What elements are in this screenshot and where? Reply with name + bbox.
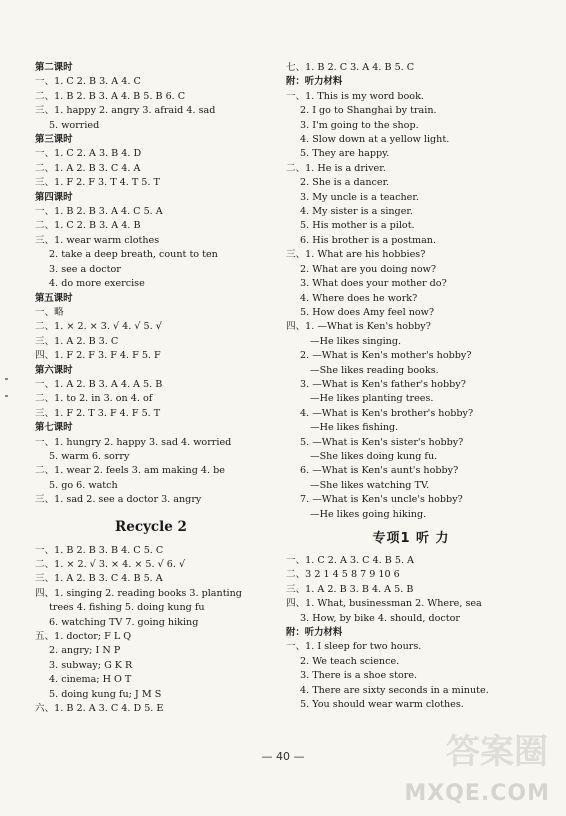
answer-line: 4. cinema; H O T	[49, 674, 132, 686]
answer-line: 2. —What is Ken's mother's hobby?	[300, 350, 472, 362]
section-title: 专项1 听 力	[372, 531, 450, 546]
answer-line: 4. Slow down at a yellow light.	[300, 134, 450, 146]
answer-line: 2. angry; I N P	[49, 645, 121, 657]
scan-mark	[5, 378, 8, 380]
answer-line: 4. Where does he work?	[300, 292, 418, 304]
answer-line: 二、1. to 2. in 3. on 4. of	[35, 393, 153, 405]
lesson-heading: 附：听力材料	[286, 627, 343, 639]
watermark	[380, 722, 560, 812]
answer-line: 5. —What is Ken's sister's hobby?	[300, 436, 464, 448]
lesson-heading: 附：听力材料	[286, 76, 343, 88]
answer-line: 5. worried	[49, 119, 100, 131]
answer-line: 三、1. What are his hobbies?	[286, 249, 426, 261]
lesson-heading: 第七课时	[35, 422, 73, 434]
answer-line: —She likes doing kung fu.	[310, 450, 438, 462]
answer-line: —He likes going hiking.	[310, 508, 427, 520]
answer-line: 二、1. B 2. B 3. A 4. B 5. B 6. C	[35, 90, 186, 102]
answer-line: 四、1. F 2. F 3. F 4. F 5. F	[35, 350, 161, 362]
answer-line: 五、1. doctor; F L Q	[35, 631, 132, 643]
answer-line: 4. do more exercise	[49, 278, 145, 290]
answer-line: 二、1. × 2. × 3. √ 4. √ 5. √	[35, 321, 162, 333]
answer-line: 4. —What is Ken's brother's hobby?	[300, 407, 474, 419]
answer-line: 三、1. F 2. T 3. F 4. F 5. T	[35, 407, 161, 419]
answer-line: 六、1. B 2. A 3. C 4. D 5. E	[35, 703, 164, 715]
answer-line: 一、1. B 2. B 3. A 4. C 5. A	[35, 206, 163, 218]
answer-line: 5. doing kung fu; J M S	[49, 688, 162, 700]
answer-line: 二、3 2 1 4 5 8 7 9 10 6	[286, 569, 400, 581]
page-number: — 40 —	[261, 750, 305, 763]
answer-line: 一、1. B 2. B 3. B 4. C 5. C	[35, 544, 164, 556]
answer-line: 三、1. happy 2. angry 3. afraid 4. sad	[35, 105, 216, 117]
left-column	[35, 61, 267, 716]
watermark-logo: 答案圈	[446, 732, 548, 772]
answer-line: 一、1. This is my word book.	[286, 90, 424, 102]
right-column	[286, 61, 536, 712]
answer-line: 一、1. C 2. A 3. C 4. B 5. A	[286, 555, 414, 566]
answer-line: 二、1. wear 2. feels 3. am making 4. be	[35, 465, 225, 477]
answer-line: 二、1. × 2. √ 3. × 4. × 5. √ 6. √	[35, 559, 186, 570]
answer-line: —She likes watching TV.	[310, 479, 430, 491]
answer-line: 一、1. C 2. A 3. B 4. D	[35, 148, 142, 160]
answer-line: 一、1. A 2. B 3. A 4. A 5. B	[35, 378, 163, 390]
answer-line: 三、1. F 2. F 3. T 4. T 5. T	[35, 177, 160, 189]
answer-line: —She likes reading books.	[310, 364, 439, 376]
answer-line: 3. My uncle is a teacher.	[300, 191, 419, 203]
answer-line: 三、1. A 2. B 3. B 4. A 5. B	[286, 583, 414, 595]
lesson-heading: 第五课时	[35, 292, 73, 304]
answer-line: 三、1. sad 2. see a doctor 3. angry	[35, 494, 202, 506]
answer-line: 一、1. hungry 2. happy 3. sad 4. worried	[35, 436, 232, 448]
watermark-site: MXQE.COM	[404, 781, 550, 806]
answer-line: —He likes fishing.	[310, 422, 399, 434]
answer-line: 5. You should wear warm clothes.	[300, 699, 464, 711]
answer-line: 5. warm 6. sorry	[49, 450, 130, 462]
answer-line: 5. How does Amy feel now?	[300, 306, 435, 318]
answer-line: 2. take a deep breath, count to ten	[49, 249, 218, 261]
answer-line: 3. see a doctor	[49, 263, 121, 275]
answer-line: —He likes singing.	[310, 335, 402, 347]
answer-line: 5. go 6. watch	[49, 479, 118, 491]
answer-line: 一、1. C 2. B 3. A 4. C	[35, 76, 141, 88]
answer-line: 四、1. What, businessman 2. Where, sea	[286, 598, 482, 610]
answer-line: 6. watching TV 7. going hiking	[49, 616, 199, 628]
answer-line: trees 4. fishing 5. doing kung fu	[49, 602, 205, 614]
answer-line: 2. She is a dancer.	[300, 177, 390, 189]
lesson-heading: 第二课时	[35, 62, 73, 73]
lesson-heading: 第四课时	[35, 191, 73, 203]
answer-line: 二、1. C 2. B 3. A 4. B	[35, 220, 141, 232]
answer-line: 6. His brother is a postman.	[300, 234, 437, 246]
answer-line: 3. What does your mother do?	[300, 278, 447, 290]
answer-line: 3. subway; G K R	[49, 659, 133, 671]
answer-line: 三、1. A 2. B 3. C	[35, 335, 119, 347]
answer-line: 二、1. He is a driver.	[286, 162, 386, 174]
answer-line: 三、1. A 2. B 3. C 4. B 5. A	[35, 573, 163, 585]
answer-line: 3. There is a shoe store.	[300, 670, 418, 682]
answer-line: 4. There are sixty seconds in a minute.	[300, 684, 489, 696]
scan-mark	[5, 395, 8, 397]
answer-line: 3. How, by bike 4. should, doctor	[300, 612, 460, 624]
answer-line: 三、1. wear warm clothes	[35, 234, 160, 246]
answer-line: 四、1. singing 2. reading books 3. planting	[35, 587, 242, 599]
lesson-heading: 第六课时	[35, 364, 73, 376]
answer-line: 2. I go to Shanghai by train.	[300, 105, 437, 117]
lesson-heading: 第三课时	[35, 134, 73, 146]
answer-line: 5. His mother is a pilot.	[300, 220, 415, 232]
answer-line: —He likes planting trees.	[310, 393, 434, 405]
answer-line: 6. —What is Ken's aunt's hobby?	[300, 465, 459, 477]
answer-line: 2. What are you doing now?	[300, 263, 436, 275]
answer-line: 一、略	[35, 306, 64, 318]
answer-line: 2. We teach science.	[300, 655, 400, 667]
answer-line: 4. My sister is a singer.	[300, 206, 413, 218]
answer-line: 七、1. B 2. C 3. A 4. B 5. C	[286, 62, 415, 73]
answer-line: 二、1. A 2. B 3. C 4. A	[35, 162, 141, 174]
answer-line: 7. —What is Ken's uncle's hobby?	[300, 494, 463, 506]
answer-line: 5. They are happy.	[300, 148, 390, 160]
answer-line: 3. I'm going to the shop.	[300, 119, 419, 131]
section-title: Recycle 2	[115, 518, 187, 535]
answer-line: 3. —What is Ken's father's hobby?	[300, 378, 466, 390]
answer-line: 四、1. —What is Ken's hobby?	[286, 321, 431, 333]
answer-line: 一、1. I sleep for two hours.	[286, 641, 422, 653]
